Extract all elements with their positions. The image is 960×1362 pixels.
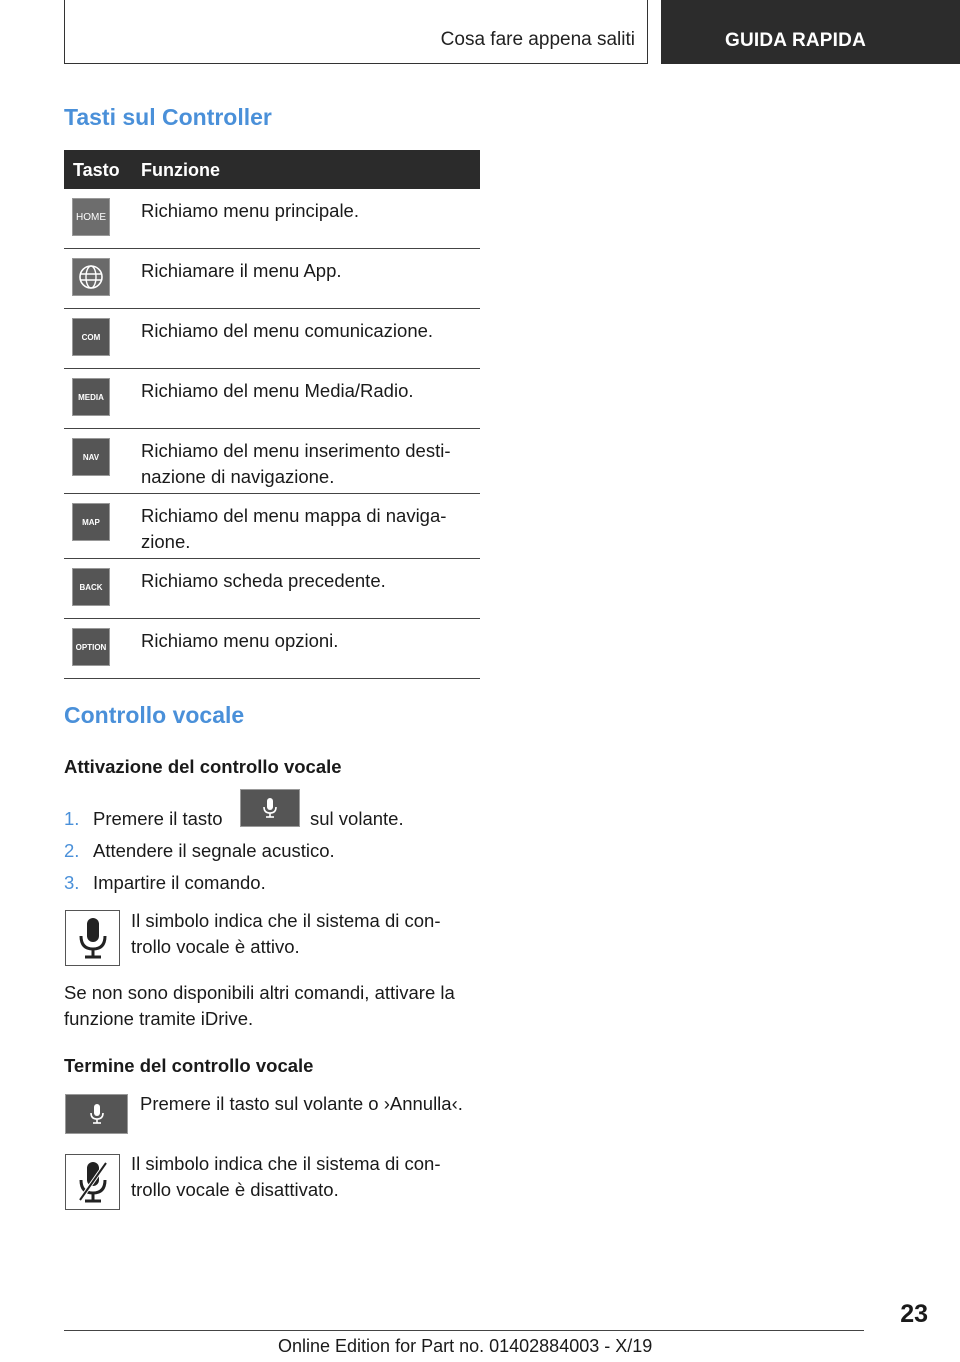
voice-inactive-icon <box>65 1154 120 1210</box>
mic-button-icon <box>240 789 300 827</box>
row-description: Richiamo menu principale. <box>141 200 359 221</box>
media-key-icon: MEDIA <box>72 378 110 416</box>
footer-divider <box>64 1330 864 1331</box>
activation-heading: Attivazione del controllo vocale <box>64 756 342 777</box>
table-row <box>64 309 480 369</box>
step-text: Premere il tasto <box>93 808 223 829</box>
controller-heading: Tasti sul Controller <box>64 104 272 130</box>
fallback-text: Se non sono disponibili altri comandi, attivare la funzione tramite iDrive. <box>64 982 455 1029</box>
voice-active-icon <box>65 910 120 966</box>
step-number: 3. <box>64 872 80 893</box>
step-text: Attendere il segnale acustico. <box>93 840 335 861</box>
inactive-symbol-text: Il simbolo indica che il sistema di con- trollo vocale è disattivato. <box>131 1153 441 1200</box>
mic-button-icon <box>65 1094 128 1134</box>
table-row <box>64 189 480 249</box>
header-guide-tab <box>661 0 960 64</box>
voice-heading: Controllo vocale <box>64 702 245 728</box>
table-row <box>64 429 480 494</box>
table-row <box>64 559 480 619</box>
map-key-icon: MAP <box>72 503 110 541</box>
row-description: Richiamare il menu App. <box>141 260 342 281</box>
edition-footer: Online Edition for Part no. 01402884003 - X/19 <box>278 1336 653 1356</box>
guide-title: GUIDA RAPIDA <box>724 30 867 51</box>
globe-apps-icon <box>72 258 110 296</box>
end-heading: Termine del controllo vocale <box>64 1055 314 1076</box>
row-description: Richiamo scheda precedente. <box>141 570 386 591</box>
row-description: Richiamo del menu mappa di naviga- zione. <box>141 505 447 552</box>
table-row <box>64 494 480 559</box>
home-key-icon: HOME <box>72 198 110 236</box>
back-key-icon: BACK <box>72 568 110 606</box>
table-row <box>64 249 480 309</box>
controller-table <box>64 150 480 679</box>
step-2 <box>64 840 335 862</box>
nav-key-icon: NAV <box>72 438 110 476</box>
row-description: Richiamo del menu comunicazione. <box>141 320 434 341</box>
step-1-suffix: sul volante. <box>310 808 404 829</box>
section-title: Cosa fare appena saliti <box>440 29 635 50</box>
row-description: Richiamo menu opzioni. <box>141 630 339 651</box>
step-number: 2. <box>64 840 80 861</box>
row-description: Richiamo del menu inserimento desti- nazione di navigazione. <box>141 440 451 487</box>
table-header <box>64 150 480 189</box>
end-text: Premere il tasto sul volante o ›Annulla‹. <box>140 1093 463 1114</box>
step-number: 1. <box>64 808 80 829</box>
step-text: Impartire il comando. <box>93 872 266 893</box>
table-row <box>64 369 480 429</box>
page-number: 23 <box>900 1300 928 1328</box>
header-section-box <box>64 0 648 64</box>
column-function: Funzione <box>141 160 220 180</box>
step-1 <box>64 808 223 830</box>
column-key: Tasto <box>73 160 120 180</box>
option-key-icon: OPTION <box>72 628 110 666</box>
com-key-icon: COM <box>72 318 110 356</box>
table-row <box>64 619 480 679</box>
step-3 <box>64 872 266 894</box>
active-symbol-text: Il simbolo indica che il sistema di con- trollo vocale è attivo. <box>131 910 441 957</box>
row-description: Richiamo del menu Media/Radio. <box>141 380 414 401</box>
